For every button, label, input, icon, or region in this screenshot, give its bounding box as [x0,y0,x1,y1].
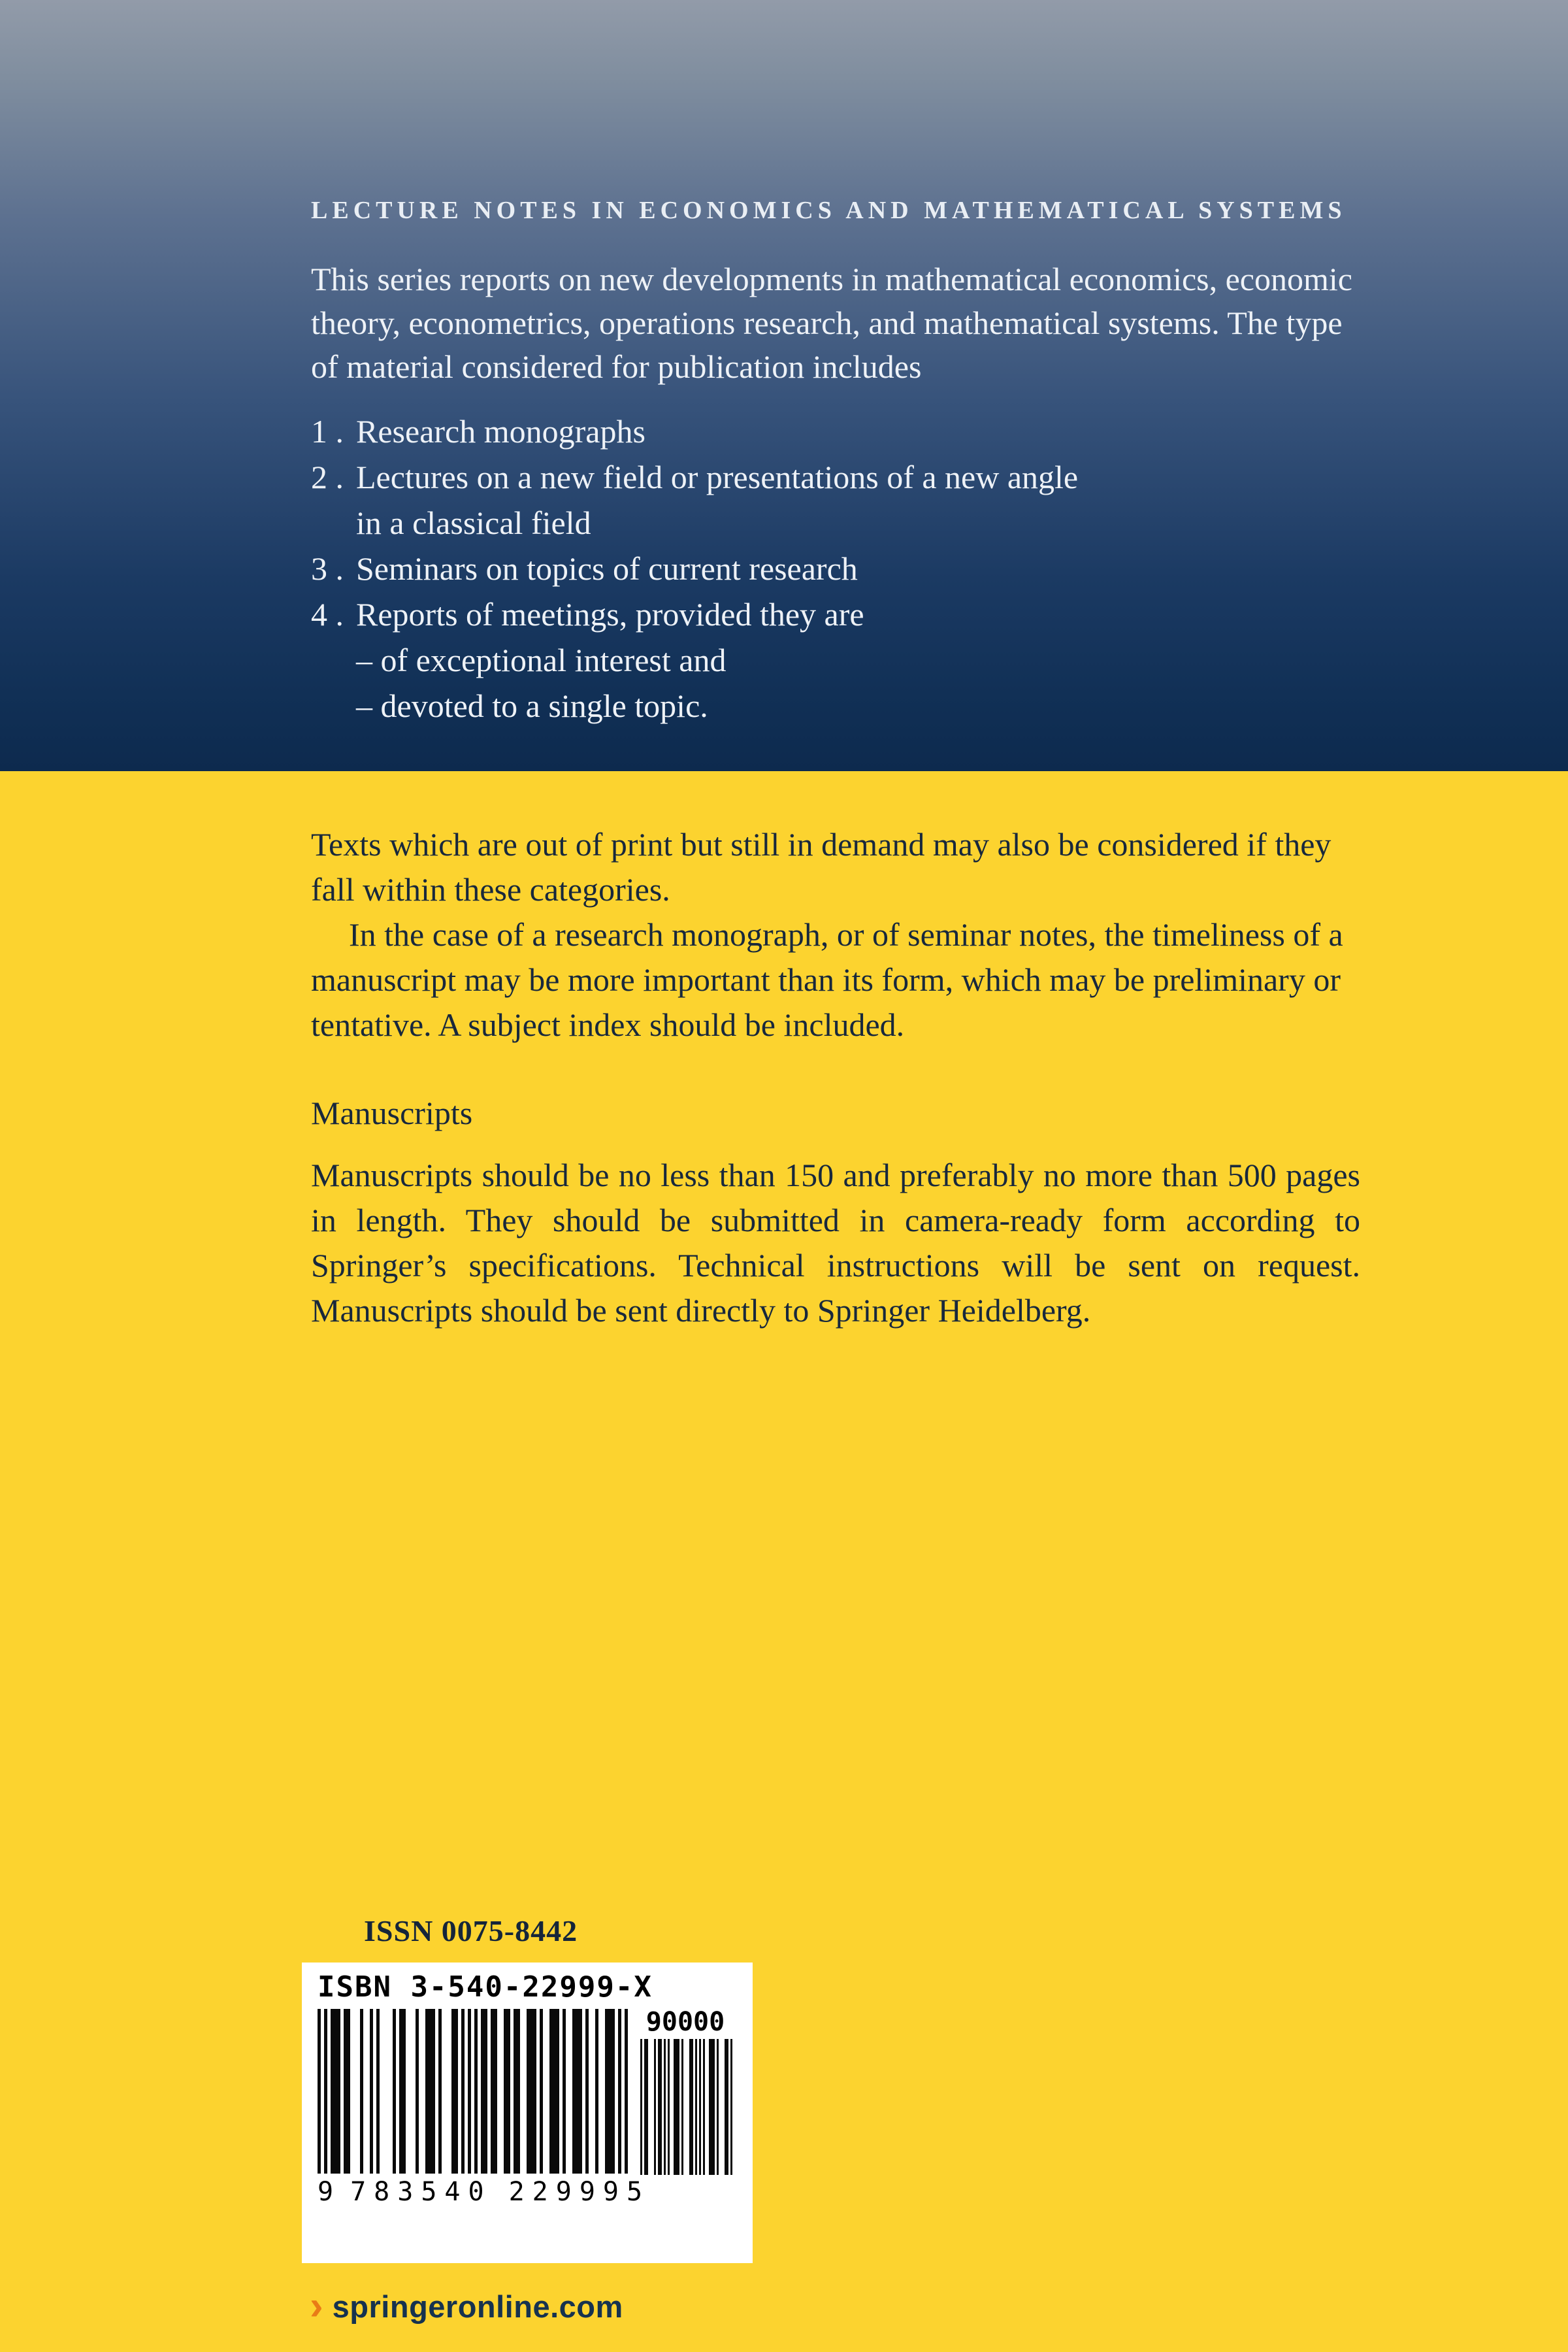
series-info-block [311,196,1360,729]
list-marker: 3 . [311,550,344,587]
ean-digit-row [318,2179,753,2205]
submission-info-block [311,771,1360,1333]
list-text: – devoted to a single topic. [356,687,708,724]
barcode-row [318,2009,753,2175]
list-marker: 4 . [311,596,344,633]
series-title: LECTURE NOTES IN ECONOMICS AND MATHEMATICAL SYSTEMS [311,197,1347,224]
paragraph-timeliness: In the case of a research monograph, or of seminar notes, the timeliness of a manuscript may be more important than its form, which may be preliminary or tentative. A subject index should be included. [311,916,1343,1043]
list-item [311,454,1360,500]
ean13-barcode [318,2009,628,2174]
list-item [311,546,1360,591]
chevron-right-icon: › [310,2283,323,2328]
list-text: in a classical field [356,505,591,541]
list-sub-item [311,683,1360,729]
list-text: – of exceptional interest and [356,642,727,678]
issn-number: ISSN 0075-8442 [364,1914,578,1947]
ean-group-1: 783540 [350,2177,492,2207]
list-text: Research monographs [356,413,645,450]
isbn-number: ISBN 3-540-22999-X [318,1970,653,2004]
list-text: Seminars on topics of current research [356,550,858,587]
manuscripts-heading: Manuscripts [311,1095,473,1131]
ean-group-2: 229995 [508,2177,651,2207]
barcode-panel [302,1963,753,2263]
paragraph-manuscript-requirements: Manuscripts should be no less than 150 and preferably no more than 500 pages in length. They should be submitted in camera-ready form according to Springer’s specifications. Technical instructions will be sent on request. Manuscripts should be sent directly to Springer Heidelberg. [311,1157,1360,1329]
list-marker: 1 . [311,413,344,450]
list-sub-item [311,637,1360,683]
list-marker: 2 . [311,459,344,495]
list-item-continuation [311,500,1360,546]
publication-type-list [311,408,1360,729]
list-text: Lectures on a new field or presentations of a new angle [356,459,1079,495]
publisher-website: springeronline.com [332,2289,623,2324]
price-addon [638,2009,732,2175]
publisher-url-row [310,2283,623,2328]
list-marker [311,683,356,729]
list-text: Reports of meetings, provided they are [356,596,864,633]
series-intro-paragraph: This series reports on new developments in mathematical economics, economic theory, econometrics, operations research, and mathematical systems. The type of material considered for publication includes [311,261,1352,385]
list-marker [311,637,356,683]
list-item [311,408,1360,454]
addon-number: 90000 [645,2007,725,2037]
list-marker [311,500,356,546]
ean-lead-digit: 9 [318,2177,334,2207]
list-item [311,591,1360,637]
ean5-addon-barcode [638,2039,732,2175]
paragraph-out-of-print: Texts which are out of print but still in demand may also be considered if they fall within these categories. [311,826,1331,908]
